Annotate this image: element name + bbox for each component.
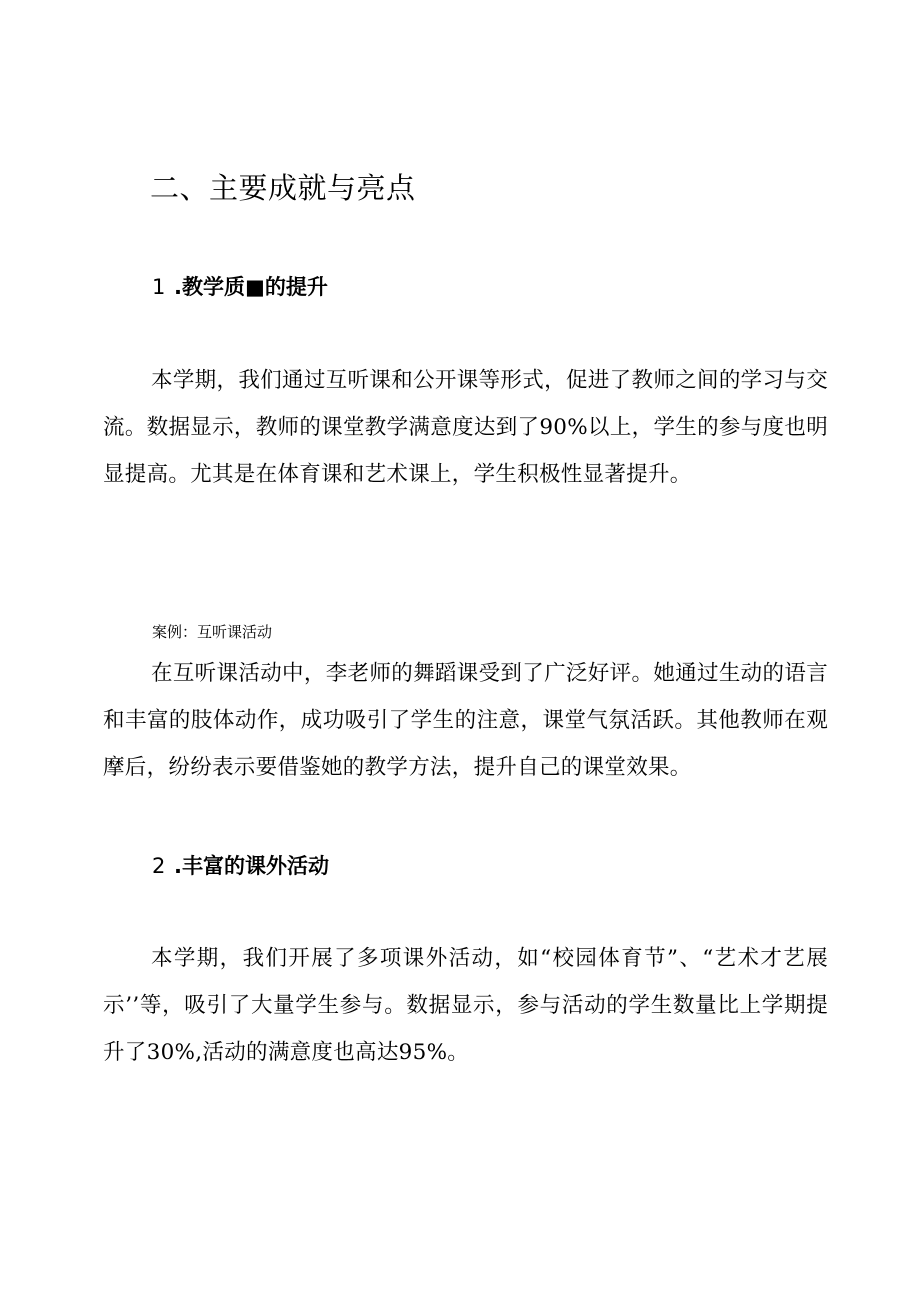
subsection-2-heading [152, 850, 329, 880]
subsection-1-heading [152, 271, 328, 301]
case-paragraph: 在互听课活动中，李老师的舞蹈课受到了广泛好评。她通过生动的语言和丰富的肢体动作，成功吸引了学生的注意，课堂气氛活跃。其他教师在观摩后，纷纷表示要借鉴她的教学方法，提升自己的课堂效果。 [103, 661, 828, 780]
subsection-2-title: .丰富的课外活动 [174, 854, 329, 878]
section-heading: 二、主要成就与亮点 [150, 171, 416, 205]
subsection-2-paragraph: 本学期，我们开展了多项课外活动，如“校园体育节”、“艺术才艺展示’’等，吸引了大量学生参与。数据显示，参与活动的学生数量比上学期提升了30%,活动的满意度也高达95%。 [103, 946, 828, 1065]
subsection-1-title: .教学质■的提升 [174, 275, 328, 299]
case-label: 案例：互听课活动 [152, 623, 273, 641]
subsection-1-paragraph: 本学期，我们通过互听课和公开课等形式，促进了教师之间的学习与交流。数据显示，教师的课堂教学满意度达到了90%以上，学生的参与度也明显提高。尤其是在体育课和艺术课上，学生积极性显著提升。 [103, 368, 828, 487]
subsection-2-number: 2 [152, 854, 166, 878]
subsection-1-number: 1 [152, 275, 166, 299]
